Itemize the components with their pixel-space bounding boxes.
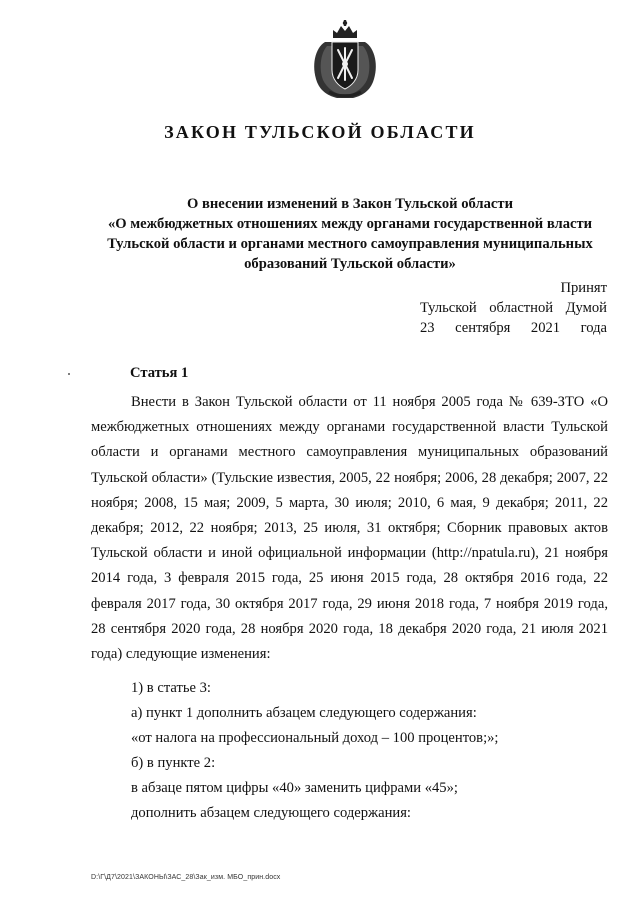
coat-of-arms-icon [307,18,383,100]
file-path-footer: D:\Г\Д7\2021\ЗАКОНЫ\ЗАС_28\Зак_изм. МБО_прин.docx [91,874,281,881]
heading-line: «О межбюджетных отношениях между органами государственной власти [107,216,593,232]
article-paragraph: Внести в Закон Тульской области от 11 ноября 2005 года № 639-ЗТО «О межбюджетных отношениях между органами государственной власти Тульской области и органами местного самоуправления муниципальных образований Тульской области» (Тульские известия, 2005, 22 ноября; 2006, 28 декабря; 2007, 22 ноября; 2008, 15 мая; 2009, 5 марта, 30 июля; 2010, 6 мая, 9 декабря; 2011, 22 декабря; 2012, 22 ноября; 2013, 25 июля, 31 октября; Сборник правовых актов Тульской области и иной официальной информации (http://npatula.ru), 21 ноября 2014 года, 3 февраля 2015 года, 25 июня 2015 года, 28 октября 2016 года, 22 февраля 2017 года, 30 октября 2017 года, 29 июня 2018 года, 7 ноября 2019 года, 28 сентября 2020 года, 28 ноября 2020 года, 18 декабря 2020 года, 21 июля 2021 года) следующие изменения: [91,394,608,663]
adopted-day: 23 [420,320,435,336]
heading-line: Тульской области и органами местного самоуправления муниципальных [107,236,593,252]
adopted-year: 2021 [530,320,561,336]
amendment-item: в абзаце пятом цифры «40» заменить цифрами «45»; [131,780,458,796]
adopted-year-word: года [580,320,608,336]
heading-line: О внесении изменений в Закон Тульской области [187,196,513,212]
scan-speck [68,373,70,375]
adopted-date [420,318,607,338]
article-title: Статья 1 [130,365,189,381]
amendment-item: б) в пункте 2: [131,755,216,771]
amendment-item: а) пункт 1 дополнить абзацем следующего содержания: [131,705,477,721]
amendment-item: «от налога на профессиональный доход – 100 процентов;»; [131,730,499,746]
amendment-item: 1) в статье 3: [131,680,211,696]
adopted-month: сентября [455,320,511,336]
heading-line: образований Тульской области» [244,256,456,272]
amendment-item: дополнить абзацем следующего содержания: [131,805,411,821]
adoption-block [420,278,607,338]
law-title: ЗАКОН ТУЛЬСКОЙ ОБЛАСТИ [164,122,476,142]
adopted-by: Тульской областной Думой [420,300,607,316]
law-heading [60,194,640,274]
adopted-label: Принят [560,280,607,296]
